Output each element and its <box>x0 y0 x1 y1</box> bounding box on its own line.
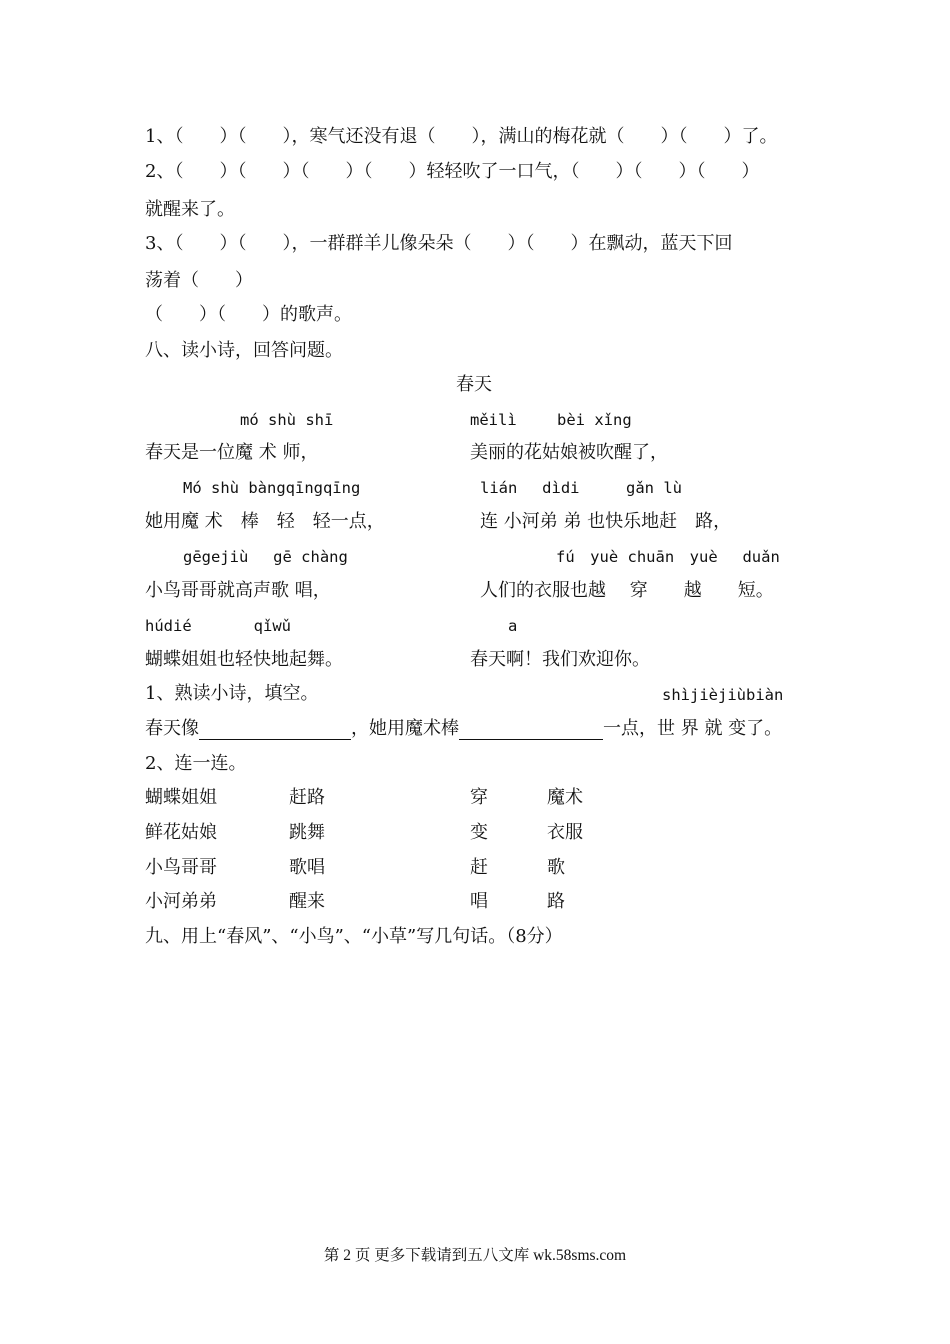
poem-line-2-left: 她用魔 术 棒 轻 轻一点， <box>145 511 385 532</box>
poem-line-1-left: 春天是一位魔 术 师， <box>145 442 319 463</box>
q2-row-2-col-4: 衣服 <box>547 822 583 843</box>
q2-row-3-col-3: 赶 <box>470 857 488 878</box>
fill-sentence-3: 3、（ ）（ ），一群群羊儿像朵朵（ ）（ ）在飘动，蓝天下回 <box>145 233 733 254</box>
poem-line-4-left: 蝴蝶姐姐也轻快地起舞。 <box>145 649 343 670</box>
q2-row-2-col-3: 变 <box>470 822 488 843</box>
q2-row-1-col-2: 赶路 <box>289 787 325 808</box>
q2-row-3-col-1: 小鸟哥哥 <box>145 857 217 878</box>
poem-line-2-right: 连 小河弟 弟 也快乐地赶 路， <box>480 511 732 532</box>
fill-sentence-1: 1、（ ）（ ），寒气还没有退（ ），满山的梅花就（ ）（ ）了。 <box>145 126 778 147</box>
q2-row-4-col-2: 醒来 <box>289 891 325 912</box>
poem-line-3-right: 人们的衣服也越 穿 越 短。 <box>480 580 774 601</box>
pinyin-row-3-left: gēgejiù gē chàng <box>183 548 348 566</box>
q2-row-1-col-3: 穿 <box>470 787 488 808</box>
pinyin-row-4-right: a <box>508 617 518 635</box>
poem-line-1-right: 美丽的花姑娘被吹醒了， <box>470 442 668 463</box>
pinyin-row-4-left: húdié qǐwǔ <box>145 617 291 635</box>
q2-row-4-col-3: 唱 <box>470 891 488 912</box>
q2-row-1-col-1: 蝴蝶姐姐 <box>145 787 217 808</box>
q2-row-2-col-1: 鲜花姑娘 <box>145 822 217 843</box>
q2-row-2-col-2: 跳舞 <box>289 822 325 843</box>
q1-part-1: 春天像 <box>145 718 199 739</box>
q1-fill-line <box>145 718 782 740</box>
q1-blank-1[interactable] <box>199 721 351 740</box>
q1-part-3: 一点，世 界 就 变了。 <box>603 718 783 739</box>
q1-blank-2[interactable] <box>459 721 603 740</box>
pinyin-row-3-right: fú yuè chuān yuè duǎn <box>556 548 780 566</box>
pinyin-row-1-left: mó shù shī <box>240 411 334 429</box>
page-footer: 第 2 页 更多下载请到五八文库 wk.58sms.com <box>323 1247 627 1264</box>
poem-line-4-right: 春天啊！我们欢迎你。 <box>470 649 650 670</box>
fill-sentence-3-cont: 荡着（ ） <box>145 270 253 291</box>
poem-line-3-left: 小鸟哥哥就高声歌 唱， <box>145 580 331 601</box>
fill-sentence-2-cont: 就醒来了。 <box>145 199 235 220</box>
q2-row-4-col-1: 小河弟弟 <box>145 891 217 912</box>
q1-part-2: ，她用魔术棒 <box>351 718 459 739</box>
section-8-heading: 八、读小诗，回答问题。 <box>145 340 343 361</box>
q1-pinyin: shìjièjiùbiàn <box>662 686 784 704</box>
q2-row-3-col-2: 歌唱 <box>289 857 325 878</box>
q1-label: 1、熟读小诗，填空。 <box>145 683 319 704</box>
pinyin-row-2-left: Mó shù bàngqīngqīng <box>183 479 361 497</box>
fill-sentence-3-end: （ ）（ ）的歌声。 <box>145 304 352 325</box>
pinyin-row-2-right: lián dìdi gǎn lù <box>480 479 682 497</box>
section-9-heading: 九、用上“春风”、“小鸟”、“小草”写几句话。（8分） <box>145 926 563 947</box>
poem-title: 春天 <box>456 374 492 395</box>
q2-row-4-col-4: 路 <box>547 891 565 912</box>
fill-sentence-2: 2、（ ）（ ）（ ）（ ）轻轻吹了一口气，（ ）（ ）（ ） <box>145 161 760 182</box>
q2-label: 2、连一连。 <box>145 753 247 774</box>
q2-row-1-col-4: 魔术 <box>547 787 583 808</box>
pinyin-row-1-right: měilì bèi xǐng <box>470 411 632 429</box>
q2-row-3-col-4: 歌 <box>547 857 565 878</box>
